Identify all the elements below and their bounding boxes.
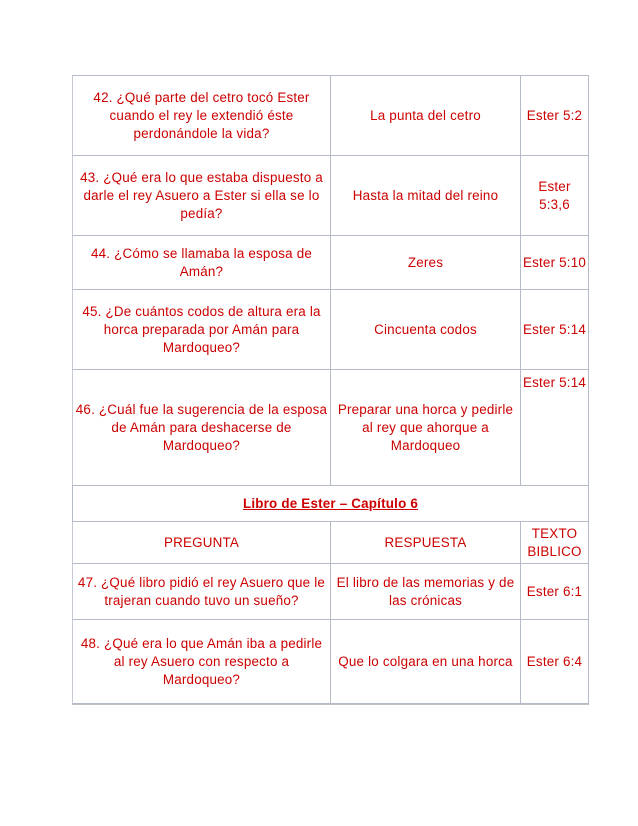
verse-cell: Ester 5:10 <box>521 236 589 290</box>
header-answer: RESPUESTA <box>331 522 521 564</box>
question-cell: 45. ¿De cuántos codos de altura era la horca preparada por Amán para Mardoqueo? <box>73 290 331 370</box>
question-cell: 46. ¿Cuál fue la sugerencia de la esposa de Amán para deshacerse de Mardoqueo? <box>73 370 331 486</box>
header-row <box>73 522 589 564</box>
verse-cell: Ester 5:2 <box>521 76 589 156</box>
section-title-row <box>73 486 589 522</box>
table-row <box>73 290 589 370</box>
section-title-cell <box>73 486 589 522</box>
answer-cell: Zeres <box>331 236 521 290</box>
section-title: Libro de Ester – Capítulo 6 <box>242 495 419 511</box>
verse-cell: Ester 5:14 <box>521 370 589 486</box>
header-verse: TEXTO BIBLICO <box>521 522 589 564</box>
question-cell: 48. ¿Qué era lo que Amán iba a pedirle al rey Asuero con respecto a Mardoqueo? <box>73 620 331 704</box>
answer-cell: Hasta la mitad del reino <box>331 156 521 236</box>
answer-cell: Cincuenta codos <box>331 290 521 370</box>
question-cell: 44. ¿Cómo se llamaba la esposa de Amán? <box>73 236 331 290</box>
table-row <box>73 370 589 486</box>
answer-cell: Que lo colgara en una horca <box>331 620 521 704</box>
answer-cell: Preparar una horca y pedirle al rey que ahorque a Mardoqueo <box>331 370 521 486</box>
question-cell: 47. ¿Qué libro pidió el rey Asuero que le trajeran cuando tuvo un sueño? <box>73 564 331 620</box>
verse-cell: Ester 6:4 <box>521 620 589 704</box>
table-row <box>73 156 589 236</box>
verse-cell: Ester 5:3,6 <box>521 156 589 236</box>
verse-cell: Ester 6:1 <box>521 564 589 620</box>
answer-cell: La punta del cetro <box>331 76 521 156</box>
header-question: PREGUNTA <box>73 522 331 564</box>
verse-cell: Ester 5:14 <box>521 290 589 370</box>
question-cell: 43. ¿Qué era lo que estaba dispuesto a darle el rey Asuero a Ester si ella se lo pedía? <box>73 156 331 236</box>
table-row <box>73 236 589 290</box>
table-row <box>73 620 589 704</box>
qa-table <box>72 75 589 704</box>
table-row <box>73 564 589 620</box>
question-cell: 42. ¿Qué parte del cetro tocó Ester cuando el rey le extendió éste perdonándole la vida? <box>73 76 331 156</box>
table-row <box>73 76 589 156</box>
answer-cell: El libro de las memorias y de las crónicas <box>331 564 521 620</box>
